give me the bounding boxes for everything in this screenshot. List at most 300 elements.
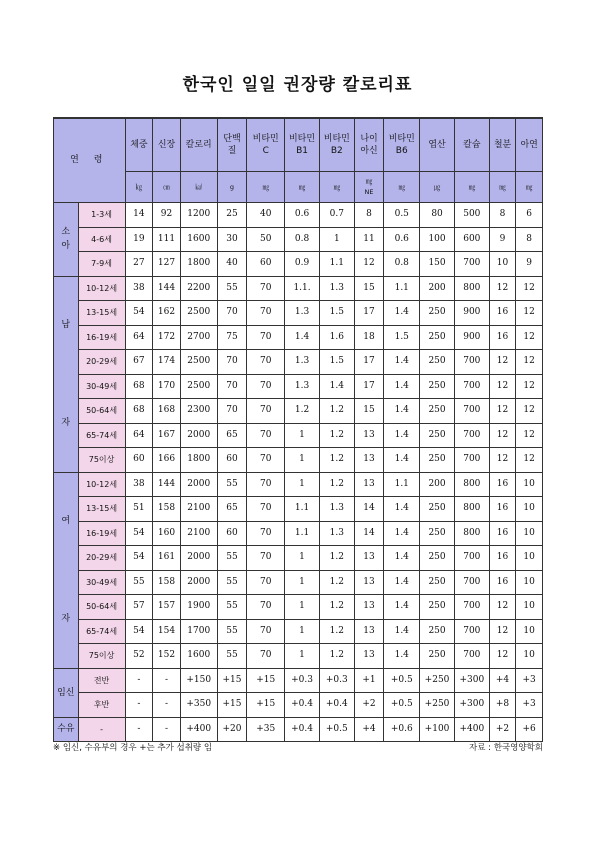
- value-cell: 200: [420, 276, 455, 301]
- value-cell: 250: [420, 644, 455, 669]
- value-cell: 1.4: [384, 374, 420, 399]
- value-cell: 11: [354, 227, 384, 252]
- value-cell: +100: [420, 717, 455, 742]
- age-cell: 13-15세: [78, 497, 125, 522]
- value-cell: 1.2: [285, 399, 320, 424]
- value-cell: 800: [454, 521, 489, 546]
- value-cell: 12: [489, 423, 516, 448]
- column-header: 체중: [125, 118, 153, 172]
- footnote: ※ 임신, 수유부의 경우 +는 추가 섭취량 임: [53, 743, 213, 753]
- value-cell: +0.5: [319, 717, 354, 742]
- value-cell: 200: [420, 472, 455, 497]
- value-cell: 70: [247, 570, 285, 595]
- value-cell: 12: [516, 374, 543, 399]
- table-row: [54, 472, 543, 497]
- value-cell: 1.2: [319, 423, 354, 448]
- value-cell: 12: [516, 350, 543, 375]
- value-cell: 1: [285, 423, 320, 448]
- value-cell: 70: [217, 399, 247, 424]
- value-cell: +15: [247, 668, 285, 693]
- table-row: [54, 301, 543, 326]
- column-unit: ㎎: [384, 172, 420, 203]
- value-cell: 13: [354, 546, 384, 571]
- value-cell: -: [125, 668, 153, 693]
- value-cell: 70: [247, 423, 285, 448]
- value-cell: 500: [454, 203, 489, 228]
- value-cell: 18: [354, 325, 384, 350]
- value-cell: 15: [354, 399, 384, 424]
- value-cell: 70: [247, 301, 285, 326]
- value-cell: 12: [516, 276, 543, 301]
- age-cell: 전반: [78, 668, 125, 693]
- value-cell: 172: [153, 325, 181, 350]
- value-cell: 17: [354, 350, 384, 375]
- value-cell: 144: [153, 472, 181, 497]
- value-cell: 70: [247, 276, 285, 301]
- table-row: [54, 252, 543, 277]
- value-cell: 1.5: [384, 325, 420, 350]
- value-cell: 700: [454, 448, 489, 473]
- value-cell: 700: [454, 595, 489, 620]
- value-cell: 13: [354, 595, 384, 620]
- value-cell: 900: [454, 301, 489, 326]
- value-cell: 1800: [180, 448, 217, 473]
- nutrition-table: [53, 117, 543, 742]
- group-label: 임신: [54, 668, 79, 717]
- column-unit: ㎉: [180, 172, 217, 203]
- value-cell: 10: [516, 521, 543, 546]
- value-cell: 70: [247, 521, 285, 546]
- value-cell: 2500: [180, 374, 217, 399]
- value-cell: 250: [420, 570, 455, 595]
- value-cell: 158: [153, 570, 181, 595]
- value-cell: +3: [516, 668, 543, 693]
- value-cell: +0.6: [384, 717, 420, 742]
- value-cell: 1.4: [384, 546, 420, 571]
- value-cell: 1: [285, 570, 320, 595]
- value-cell: -: [153, 693, 181, 718]
- value-cell: 64: [125, 423, 153, 448]
- value-cell: 162: [153, 301, 181, 326]
- age-cell: 4-6세: [78, 227, 125, 252]
- value-cell: +0.4: [285, 693, 320, 718]
- value-cell: 8: [516, 227, 543, 252]
- value-cell: 152: [153, 644, 181, 669]
- value-cell: 167: [153, 423, 181, 448]
- value-cell: 161: [153, 546, 181, 571]
- value-cell: 0.8: [384, 252, 420, 277]
- value-cell: +0.5: [384, 668, 420, 693]
- table-row: [54, 276, 543, 301]
- value-cell: 100: [420, 227, 455, 252]
- value-cell: 1.5: [319, 350, 354, 375]
- group-label: 소 아: [54, 203, 79, 277]
- age-cell: 16-19세: [78, 325, 125, 350]
- table-row: [54, 619, 543, 644]
- value-cell: 1.2: [319, 619, 354, 644]
- value-cell: 1.4: [384, 423, 420, 448]
- value-cell: 700: [454, 350, 489, 375]
- value-cell: 1.4: [384, 399, 420, 424]
- group-label: 수유: [54, 717, 79, 742]
- value-cell: 0.8: [285, 227, 320, 252]
- value-cell: 68: [125, 399, 153, 424]
- value-cell: 700: [454, 423, 489, 448]
- value-cell: +4: [354, 717, 384, 742]
- table-row: [54, 595, 543, 620]
- value-cell: 1.4: [384, 570, 420, 595]
- value-cell: 1.2: [319, 448, 354, 473]
- value-cell: 70: [247, 399, 285, 424]
- column-header: 비타민 B1: [285, 118, 320, 172]
- value-cell: 70: [247, 472, 285, 497]
- value-cell: 70: [247, 497, 285, 522]
- value-cell: 250: [420, 350, 455, 375]
- value-cell: 800: [454, 472, 489, 497]
- group-label: 여 자: [54, 472, 79, 668]
- value-cell: 12: [489, 448, 516, 473]
- value-cell: 70: [247, 374, 285, 399]
- value-cell: 900: [454, 325, 489, 350]
- value-cell: 57: [125, 595, 153, 620]
- value-cell: 70: [217, 301, 247, 326]
- value-cell: 0.9: [285, 252, 320, 277]
- value-cell: 10: [489, 252, 516, 277]
- value-cell: 16: [489, 472, 516, 497]
- value-cell: 1.3: [319, 276, 354, 301]
- value-cell: 250: [420, 399, 455, 424]
- value-cell: 38: [125, 472, 153, 497]
- value-cell: 75: [217, 325, 247, 350]
- value-cell: 700: [454, 570, 489, 595]
- value-cell: 127: [153, 252, 181, 277]
- value-cell: 27: [125, 252, 153, 277]
- value-cell: 19: [125, 227, 153, 252]
- value-cell: 150: [420, 252, 455, 277]
- value-cell: 2100: [180, 521, 217, 546]
- value-cell: 1800: [180, 252, 217, 277]
- table-row: [54, 203, 543, 228]
- value-cell: 0.6: [285, 203, 320, 228]
- value-cell: 1: [319, 227, 354, 252]
- value-cell: +400: [180, 717, 217, 742]
- value-cell: 250: [420, 497, 455, 522]
- value-cell: 13: [354, 423, 384, 448]
- value-cell: +350: [180, 693, 217, 718]
- value-cell: 1.4: [319, 374, 354, 399]
- column-header: 칼슘: [454, 118, 489, 172]
- value-cell: 16: [489, 497, 516, 522]
- age-cell: 30-49세: [78, 374, 125, 399]
- value-cell: 1.4: [384, 497, 420, 522]
- table-row: [54, 448, 543, 473]
- value-cell: +15: [247, 693, 285, 718]
- value-cell: 1200: [180, 203, 217, 228]
- value-cell: 10: [516, 595, 543, 620]
- column-unit: g: [217, 172, 247, 203]
- value-cell: +0.5: [384, 693, 420, 718]
- table-row: [54, 693, 543, 718]
- value-cell: 12: [489, 374, 516, 399]
- value-cell: 51: [125, 497, 153, 522]
- value-cell: 1600: [180, 227, 217, 252]
- value-cell: 54: [125, 521, 153, 546]
- value-cell: 15: [354, 276, 384, 301]
- value-cell: 12: [489, 399, 516, 424]
- value-cell: +150: [180, 668, 217, 693]
- value-cell: 16: [489, 546, 516, 571]
- value-cell: 168: [153, 399, 181, 424]
- value-cell: 250: [420, 374, 455, 399]
- table-row: [54, 521, 543, 546]
- value-cell: 12: [489, 595, 516, 620]
- value-cell: 12: [354, 252, 384, 277]
- value-cell: 174: [153, 350, 181, 375]
- value-cell: 2500: [180, 301, 217, 326]
- table-row: [54, 570, 543, 595]
- table-row: [54, 644, 543, 669]
- value-cell: 1.2: [319, 644, 354, 669]
- value-cell: 800: [454, 276, 489, 301]
- value-cell: 1.3: [285, 350, 320, 375]
- value-cell: 1.4: [384, 350, 420, 375]
- value-cell: -: [153, 668, 181, 693]
- value-cell: 2300: [180, 399, 217, 424]
- value-cell: 55: [217, 570, 247, 595]
- table-row: [54, 717, 543, 742]
- value-cell: 12: [489, 350, 516, 375]
- value-cell: 1.2: [319, 399, 354, 424]
- value-cell: +0.3: [285, 668, 320, 693]
- value-cell: 60: [125, 448, 153, 473]
- column-header: 비타민 B6: [384, 118, 420, 172]
- value-cell: 250: [420, 301, 455, 326]
- value-cell: 55: [217, 546, 247, 571]
- value-cell: 13: [354, 472, 384, 497]
- value-cell: 1700: [180, 619, 217, 644]
- value-cell: 60: [217, 521, 247, 546]
- value-cell: 30: [217, 227, 247, 252]
- age-cell: 20-29세: [78, 350, 125, 375]
- value-cell: 70: [217, 350, 247, 375]
- value-cell: 2000: [180, 570, 217, 595]
- value-cell: 1.4: [384, 619, 420, 644]
- value-cell: +8: [489, 693, 516, 718]
- value-cell: +0.4: [285, 717, 320, 742]
- column-header: 나이 아신: [354, 118, 384, 172]
- value-cell: +300: [454, 693, 489, 718]
- age-cell: 30-49세: [78, 570, 125, 595]
- value-cell: 40: [247, 203, 285, 228]
- value-cell: 250: [420, 595, 455, 620]
- value-cell: 50: [247, 227, 285, 252]
- value-cell: 70: [247, 448, 285, 473]
- value-cell: 70: [247, 595, 285, 620]
- value-cell: 54: [125, 301, 153, 326]
- value-cell: 154: [153, 619, 181, 644]
- value-cell: 16: [489, 301, 516, 326]
- column-header: 비타민 C: [247, 118, 285, 172]
- value-cell: 1.4: [384, 595, 420, 620]
- value-cell: 16: [489, 570, 516, 595]
- value-cell: 1.3: [285, 301, 320, 326]
- age-cell: -: [78, 717, 125, 742]
- age-cell: 16-19세: [78, 521, 125, 546]
- value-cell: 80: [420, 203, 455, 228]
- value-cell: 38: [125, 276, 153, 301]
- value-cell: 14: [354, 521, 384, 546]
- age-cell: 50-64세: [78, 399, 125, 424]
- source-note: 자료 : 한국영양학회: [469, 743, 543, 753]
- age-cell: 10-12세: [78, 276, 125, 301]
- value-cell: -: [125, 693, 153, 718]
- value-cell: 12: [516, 399, 543, 424]
- column-header: 칼로리: [180, 118, 217, 172]
- value-cell: 1.4: [384, 521, 420, 546]
- value-cell: 6: [516, 203, 543, 228]
- value-cell: 1: [285, 448, 320, 473]
- value-cell: 2000: [180, 423, 217, 448]
- value-cell: 16: [489, 521, 516, 546]
- value-cell: 17: [354, 374, 384, 399]
- value-cell: 2500: [180, 350, 217, 375]
- value-cell: 111: [153, 227, 181, 252]
- value-cell: 14: [354, 497, 384, 522]
- table-row: [54, 423, 543, 448]
- value-cell: 1.4: [384, 644, 420, 669]
- value-cell: 1: [285, 644, 320, 669]
- value-cell: +250: [420, 693, 455, 718]
- value-cell: 1.3: [285, 374, 320, 399]
- value-cell: 1: [285, 472, 320, 497]
- column-header: 비타민 B2: [319, 118, 354, 172]
- age-header: 연 령: [54, 118, 126, 203]
- value-cell: 12: [516, 301, 543, 326]
- value-cell: 1900: [180, 595, 217, 620]
- value-cell: 700: [454, 252, 489, 277]
- value-cell: 14: [125, 203, 153, 228]
- age-cell: 75이상: [78, 448, 125, 473]
- value-cell: 52: [125, 644, 153, 669]
- value-cell: 12: [516, 448, 543, 473]
- value-cell: +0.3: [319, 668, 354, 693]
- column-unit: ㎎: [489, 172, 516, 203]
- value-cell: 250: [420, 619, 455, 644]
- value-cell: 10: [516, 472, 543, 497]
- value-cell: 12: [489, 276, 516, 301]
- value-cell: 65: [217, 423, 247, 448]
- column-header: 단백 질: [217, 118, 247, 172]
- value-cell: +20: [217, 717, 247, 742]
- value-cell: 64: [125, 325, 153, 350]
- value-cell: +2: [489, 717, 516, 742]
- value-cell: 1.1.: [285, 276, 320, 301]
- age-cell: 65-74세: [78, 619, 125, 644]
- value-cell: 60: [247, 252, 285, 277]
- age-cell: 10-12세: [78, 472, 125, 497]
- value-cell: 700: [454, 644, 489, 669]
- table-row: [54, 325, 543, 350]
- column-unit: ㎎: [454, 172, 489, 203]
- value-cell: 170: [153, 374, 181, 399]
- value-cell: +1: [354, 668, 384, 693]
- value-cell: 2000: [180, 546, 217, 571]
- value-cell: 25: [217, 203, 247, 228]
- value-cell: 1.1: [384, 472, 420, 497]
- value-cell: 160: [153, 521, 181, 546]
- value-cell: 700: [454, 619, 489, 644]
- value-cell: +300: [454, 668, 489, 693]
- age-cell: 후반: [78, 693, 125, 718]
- value-cell: 1.6: [319, 325, 354, 350]
- value-cell: 1.1: [384, 276, 420, 301]
- group-label: 남 자: [54, 276, 79, 472]
- column-unit: ㎍: [420, 172, 455, 203]
- value-cell: 10: [516, 570, 543, 595]
- value-cell: 1: [285, 595, 320, 620]
- age-cell: 20-29세: [78, 546, 125, 571]
- value-cell: 12: [516, 325, 543, 350]
- value-cell: 55: [217, 276, 247, 301]
- table-row: [54, 497, 543, 522]
- value-cell: 60: [217, 448, 247, 473]
- column-header: 아연: [516, 118, 543, 172]
- page-title: 한국인 일일 권장량 칼로리표: [182, 75, 413, 95]
- value-cell: 144: [153, 276, 181, 301]
- value-cell: 1.2: [319, 570, 354, 595]
- value-cell: 158: [153, 497, 181, 522]
- value-cell: 70: [247, 546, 285, 571]
- value-cell: -: [153, 717, 181, 742]
- age-cell: 50-64세: [78, 595, 125, 620]
- value-cell: 0.6: [384, 227, 420, 252]
- value-cell: 800: [454, 497, 489, 522]
- value-cell: 70: [247, 325, 285, 350]
- value-cell: 157: [153, 595, 181, 620]
- value-cell: 70: [247, 350, 285, 375]
- value-cell: 250: [420, 546, 455, 571]
- age-cell: 1-3세: [78, 203, 125, 228]
- value-cell: 40: [217, 252, 247, 277]
- age-cell: 13-15세: [78, 301, 125, 326]
- value-cell: 54: [125, 546, 153, 571]
- value-cell: 10: [516, 497, 543, 522]
- column-unit: ㎏: [125, 172, 153, 203]
- column-unit: ㎝: [153, 172, 181, 203]
- value-cell: 1.4: [384, 301, 420, 326]
- value-cell: 1: [285, 619, 320, 644]
- table-row: [54, 546, 543, 571]
- value-cell: 10: [516, 644, 543, 669]
- value-cell: 2000: [180, 472, 217, 497]
- column-unit: ㎎: [247, 172, 285, 203]
- column-unit: ㎎ NE: [354, 172, 384, 203]
- value-cell: 68: [125, 374, 153, 399]
- table-row: [54, 374, 543, 399]
- value-cell: 1.4: [384, 448, 420, 473]
- value-cell: 12: [489, 619, 516, 644]
- value-cell: 55: [217, 595, 247, 620]
- value-cell: 2700: [180, 325, 217, 350]
- value-cell: 13: [354, 644, 384, 669]
- column-unit: ㎎: [319, 172, 354, 203]
- value-cell: 1.2: [319, 472, 354, 497]
- value-cell: +250: [420, 668, 455, 693]
- value-cell: 54: [125, 619, 153, 644]
- value-cell: 9: [489, 227, 516, 252]
- value-cell: +15: [217, 693, 247, 718]
- value-cell: 17: [354, 301, 384, 326]
